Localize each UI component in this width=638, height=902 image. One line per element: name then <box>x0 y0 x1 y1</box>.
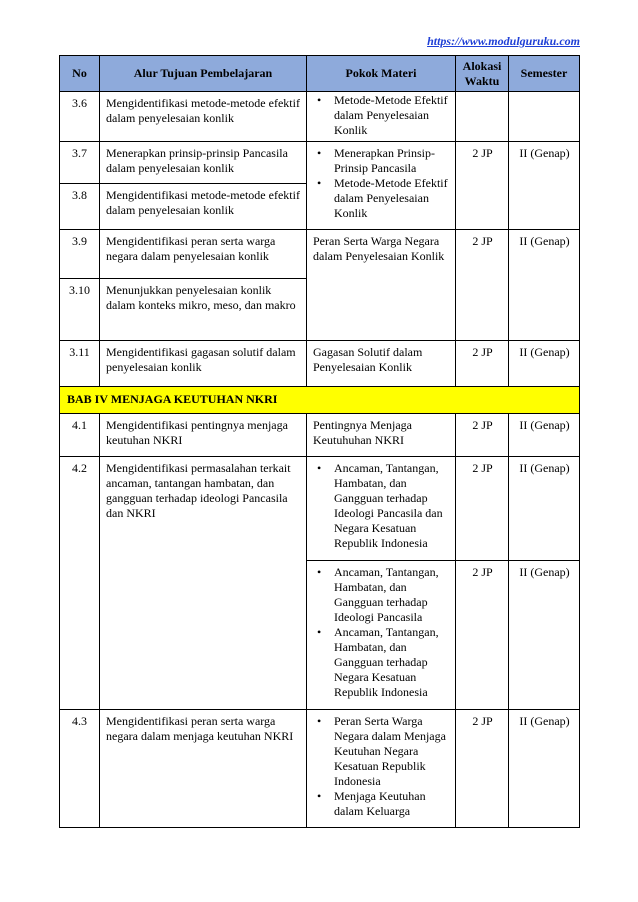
row-semester: II (Genap) <box>509 710 580 828</box>
row-tujuan: Mengidentifikasi gagasan solutif dalam penyelesaian konlik <box>100 341 307 387</box>
row-semester: II (Genap) <box>509 414 580 457</box>
col-header-semester: Semester <box>509 56 580 92</box>
row-materi <box>307 710 456 828</box>
row-materi <box>307 92 456 142</box>
header-url-link[interactable]: https://www.modulguruku.com <box>427 34 580 48</box>
materi-item: • Menjaga Keutuhan dalam Keluarga <box>313 789 450 819</box>
materi-item: • Ancaman, Tantangan, Hambatan, dan Gangguan terhadap Negara Kesatuan Republik Indonesia <box>313 625 450 700</box>
row-tujuan: Mengidentifikasi permasalahan terkait ancaman, tantangan hambatan, dan gangguan terhadap ideologi Pancasila dan NKRI <box>100 457 307 710</box>
row-materi <box>307 142 456 230</box>
row-tujuan: Mengidentifikasi metode-metode efektif dalam penyelesaian konlik <box>100 92 307 142</box>
row-semester: II (Genap) <box>509 341 580 387</box>
row-number: 4.3 <box>60 710 100 828</box>
row-materi <box>307 457 456 561</box>
table-header-row <box>60 56 580 92</box>
row-waktu: 2 JP <box>456 142 509 230</box>
row-tujuan: Menunjukkan penyelesaian konlik dalam konteks mikro, meso, dan makro <box>100 279 307 341</box>
materi-item: • Metode-Metode Efektif dalam Penyelesaian Konlik <box>313 93 450 138</box>
row-semester <box>509 92 580 142</box>
row-semester: II (Genap) <box>509 142 580 230</box>
row-materi: Pentingnya Menjaga Keutuhuhan NKRI <box>307 414 456 457</box>
section-title: BAB IV MENJAGA KEUTUHAN NKRI <box>60 387 580 414</box>
section-header-row <box>60 387 580 414</box>
col-header-no: No <box>60 56 100 92</box>
row-materi: Peran Serta Warga Negara dalam Penyelesaian Konlik <box>307 230 456 341</box>
materi-item: • Metode-Metode Efektif dalam Penyelesaian Konlik <box>313 176 450 221</box>
materi-item: • Ancaman, Tantangan, Hambatan, dan Gangguan terhadap Ideologi Pancasila dan Negara Kesatuan Republik Indonesia <box>313 461 450 551</box>
row-tujuan: Mengidentifikasi peran serta warga negara dalam menjaga keutuhan NKRI <box>100 710 307 828</box>
row-waktu: 2 JP <box>456 561 509 710</box>
row-tujuan: Menerapkan prinsip-prinsip Pancasila dalam penyelesaian konlik <box>100 142 307 184</box>
row-semester: II (Genap) <box>509 230 580 341</box>
table-row <box>60 341 580 387</box>
row-number: 3.11 <box>60 341 100 387</box>
row-waktu <box>456 92 509 142</box>
row-materi <box>307 561 456 710</box>
row-semester: II (Genap) <box>509 561 580 710</box>
row-number: 3.6 <box>60 92 100 142</box>
table-row <box>60 142 580 184</box>
materi-item: • Peran Serta Warga Negara dalam Menjaga Keutuhan Negara Kesatuan Republik Indonesia <box>313 714 450 789</box>
materi-item: • Ancaman, Tantangan, Hambatan, dan Gangguan terhadap Ideologi Pancasila <box>313 565 450 625</box>
col-header-waktu: Alokasi Waktu <box>456 56 509 92</box>
row-number: 4.1 <box>60 414 100 457</box>
table-row <box>60 230 580 279</box>
table-row <box>60 414 580 457</box>
row-waktu: 2 JP <box>456 710 509 828</box>
materi-item: • Menerapkan Prinsip-Prinsip Pancasila <box>313 146 450 176</box>
row-number: 3.7 <box>60 142 100 184</box>
row-tujuan: Mengidentifikasi metode-metode efektif dalam penyelesaian konlik <box>100 184 307 230</box>
table-row <box>60 92 580 142</box>
row-number: 4.2 <box>60 457 100 710</box>
learning-objectives-table <box>59 55 580 828</box>
row-number: 3.8 <box>60 184 100 230</box>
row-waktu: 2 JP <box>456 414 509 457</box>
row-number: 3.10 <box>60 279 100 341</box>
row-waktu: 2 JP <box>456 457 509 561</box>
row-semester: II (Genap) <box>509 457 580 561</box>
row-waktu: 2 JP <box>456 341 509 387</box>
table-row <box>60 710 580 828</box>
row-waktu: 2 JP <box>456 230 509 341</box>
col-header-tujuan: Alur Tujuan Pembelajaran <box>100 56 307 92</box>
row-tujuan: Mengidentifikasi pentingnya menjaga keutuhan NKRI <box>100 414 307 457</box>
table-row <box>60 457 580 561</box>
row-tujuan: Mengidentifikasi peran serta warga negara dalam penyelesaian konlik <box>100 230 307 279</box>
row-materi: Gagasan Solutif dalam Penyelesaian Konlik <box>307 341 456 387</box>
row-number: 3.9 <box>60 230 100 279</box>
col-header-materi: Pokok Materi <box>307 56 456 92</box>
